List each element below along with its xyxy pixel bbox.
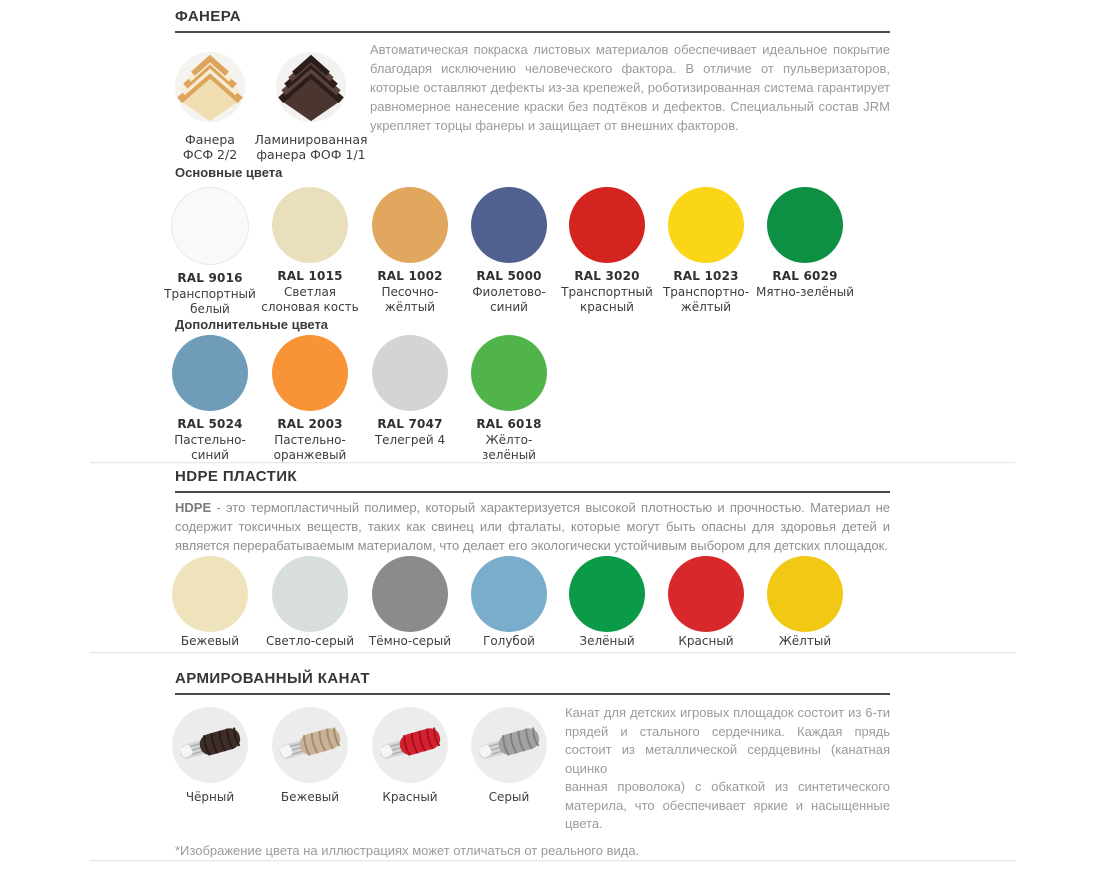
color-circle <box>272 556 348 632</box>
color-swatch <box>651 556 761 649</box>
color-circle <box>172 335 248 411</box>
rope-icon <box>471 707 547 783</box>
color-swatch <box>750 187 860 300</box>
color-swatch <box>355 187 465 315</box>
color-swatch <box>454 556 564 649</box>
color-swatch <box>651 187 761 315</box>
color-name: Песочно- жёлтый <box>381 285 439 314</box>
plywood-icon <box>275 51 347 123</box>
rope-name: Бежевый <box>280 790 340 804</box>
color-circle <box>767 187 843 263</box>
ral-code: RAL 3020 <box>574 269 640 283</box>
color-name: Светло-серый <box>265 634 355 648</box>
ral-code: RAL 5024 <box>177 417 243 431</box>
hdpe-lead: HDPE <box>175 500 212 515</box>
hdpe-section-title: HDPE ПЛАСТИК <box>175 468 890 493</box>
ral-code: RAL 7047 <box>377 417 443 431</box>
color-name: Красный <box>678 634 734 648</box>
color-name: Голубой <box>483 634 535 648</box>
rope-swatch <box>355 707 465 805</box>
ral-code: RAL 2003 <box>277 417 343 431</box>
color-name: Жёлтый <box>778 634 832 648</box>
color-swatch <box>155 335 265 463</box>
color-circle <box>372 556 448 632</box>
bottom-divider <box>90 860 1015 861</box>
color-circle <box>372 335 448 411</box>
color-name: Телегрей 4 <box>374 433 446 447</box>
color-circle <box>471 335 547 411</box>
rope-description-line2: ванная проволока) с обкаткой из синтетического материла, что обеспечивает яркие и насыщенные цвета. <box>565 779 890 831</box>
ral-code: RAL 1023 <box>673 269 739 283</box>
footnote: *Изображение цвета на иллюстрациях может отличаться от реального вида. <box>175 843 640 858</box>
rope-swatch <box>155 707 265 805</box>
color-circle <box>172 556 248 632</box>
color-name: Фиолетово- синий <box>472 285 546 314</box>
color-swatch <box>750 556 860 649</box>
rope-photo <box>372 707 448 783</box>
color-circle <box>171 187 249 265</box>
rope-photo <box>272 707 348 783</box>
color-name: Тёмно-серый <box>368 634 452 648</box>
color-name: Светлая слоновая кость <box>261 285 359 314</box>
rope-photo <box>172 707 248 783</box>
ral-code: RAL 1015 <box>277 269 343 283</box>
color-circle <box>668 187 744 263</box>
color-name: Транспортно- жёлтый <box>662 285 750 314</box>
color-swatch <box>454 187 564 315</box>
color-circle <box>668 556 744 632</box>
color-swatch <box>155 187 265 317</box>
ral-code: RAL 9016 <box>177 271 243 285</box>
rope-icon <box>172 707 248 783</box>
hdpe-description-text: - это термопластичный полимер, который характеризуется высокой плотностью и прочностью. Материал не содержит токсичных веществ, таких как свинец или фталаты, которые могут быть опасны для здоровья детей и является перерабатываемым материалом, что делает его экологически устойчивым выбором для детских площадок. <box>175 500 890 553</box>
rope-name: Серый <box>488 790 530 804</box>
rope-swatch <box>255 707 365 805</box>
color-swatch <box>355 556 465 649</box>
rope-photo <box>471 707 547 783</box>
plywood-laminated-icon <box>236 51 386 128</box>
color-swatch <box>552 187 662 315</box>
rope-icon <box>272 707 348 783</box>
material-label: Ламинированная фанера ФОФ 1/1 <box>254 132 368 162</box>
color-circle <box>569 187 645 263</box>
rope-section-title: АРМИРОВАННЫЙ КАНАТ <box>175 670 890 695</box>
color-swatch <box>255 556 365 649</box>
color-circle <box>272 335 348 411</box>
material-item <box>236 51 386 162</box>
ral-code: RAL 1002 <box>377 269 443 283</box>
color-circle <box>471 187 547 263</box>
color-circle <box>767 556 843 632</box>
rope-description-line1: Канат для детских игровых площадок состоит из 6-ти прядей и стального сердечника. Каждая прядь состоит из металлической сердцевины (канатная оцинко <box>565 705 890 776</box>
color-swatch <box>255 335 365 463</box>
color-circle <box>372 187 448 263</box>
color-swatch <box>454 335 564 463</box>
ral-code: RAL 6029 <box>772 269 838 283</box>
plywood-description: Автоматическая покраска листовых материалов обеспечивает идеальное покрытие благодаря исключению человеческого фактора. В отличие от пульверизаторов, которые оставляют дефекты из-за крепежей, роботизированная система гарантирует равномерное нанесение краски без подтёков и дефектов. Специальный состав JRM укрепляет торцы фанеры и защищает от внешних факторов. <box>370 42 890 133</box>
ral-code: RAL 5000 <box>476 269 542 283</box>
color-name: Мятно-зелёный <box>755 285 854 299</box>
main-colors-title: Основные цвета <box>175 165 283 180</box>
color-name: Пастельно- оранжевый <box>273 433 347 462</box>
plywood-section-title: ФАНЕРА <box>175 8 890 33</box>
additional-colors-title: Дополнительные цвета <box>175 317 329 332</box>
color-name: Зелёный <box>579 634 635 648</box>
color-swatch <box>552 556 662 649</box>
color-swatch <box>155 556 265 649</box>
section-divider <box>90 652 1015 653</box>
color-name: Пастельно- синий <box>174 433 246 462</box>
color-swatch <box>255 187 365 315</box>
color-circle <box>471 556 547 632</box>
color-name: Транспортный красный <box>561 285 653 314</box>
rope-description <box>565 704 890 834</box>
rope-name: Красный <box>382 790 438 804</box>
color-circle <box>569 556 645 632</box>
section-divider <box>90 462 1015 463</box>
rope-swatch <box>454 707 564 805</box>
rope-name: Чёрный <box>185 790 235 804</box>
color-name: Транспортный белый <box>164 287 256 316</box>
color-circle <box>272 187 348 263</box>
rope-icon <box>372 707 448 783</box>
color-name: Бежевый <box>180 634 240 648</box>
color-name: Жёлто- зелёный <box>482 433 536 462</box>
color-swatch <box>355 335 465 448</box>
hdpe-description <box>175 498 890 555</box>
ral-code: RAL 6018 <box>476 417 542 431</box>
material-label: Фанера ФСФ 2/2 <box>182 132 238 162</box>
